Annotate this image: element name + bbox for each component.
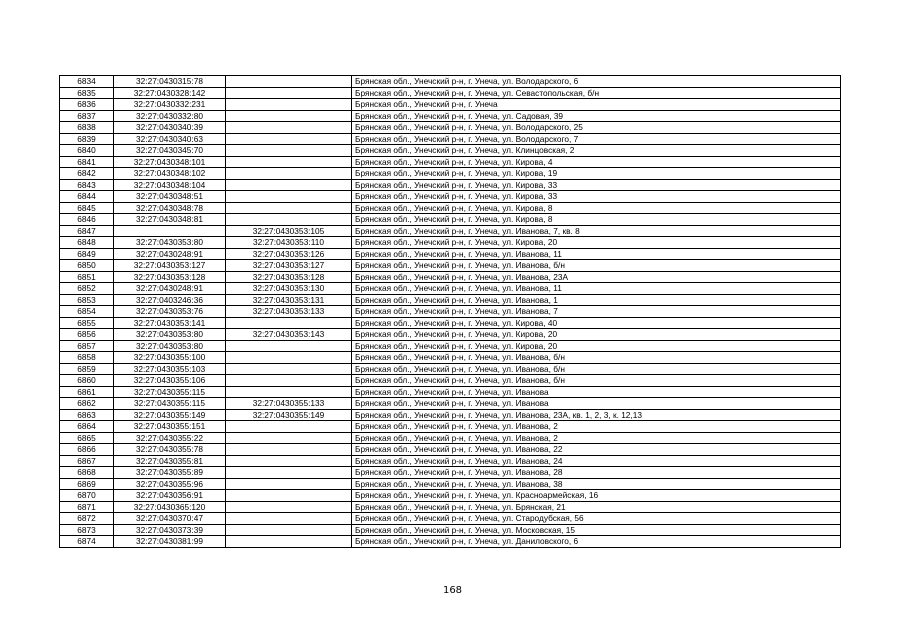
table-row: [60, 340, 841, 352]
address-cell: Брянская обл., Унечский р-н, г. Унеча, ул. Володарского, 6: [352, 76, 841, 88]
row-number-cell: 6845: [60, 202, 114, 214]
table-row: [60, 76, 841, 88]
table-row: [60, 536, 841, 548]
cadastral-number-2-cell: [226, 145, 352, 157]
row-number-cell: 6838: [60, 122, 114, 134]
row-number-cell: 6866: [60, 444, 114, 456]
cadastral-number-2-cell: [226, 168, 352, 180]
cadastral-number-2-cell: 32:27:0430353:110: [226, 237, 352, 249]
cadastral-number-cell: 32:27:0430355:103: [114, 363, 226, 375]
address-cell: Брянская обл., Унечский р-н, г. Унеча, ул. Володарского, 7: [352, 133, 841, 145]
page-number: 168: [442, 585, 463, 596]
cadastral-number-2-cell: [226, 76, 352, 88]
table-row: [60, 202, 841, 214]
cadastral-number-cell: 32:27:0430248:91: [114, 248, 226, 260]
row-number-cell: 6851: [60, 271, 114, 283]
address-cell: Брянская обл., Унечский р-н, г. Унеча, ул. Даниловского, 6: [352, 536, 841, 548]
address-cell: Брянская обл., Унечский р-н, г. Унеча, ул. Иванова, 2: [352, 421, 841, 433]
row-number-cell: 6867: [60, 455, 114, 467]
address-cell: Брянская обл., Унечский р-н, г. Унеча, ул. Севастопольская, б/н: [352, 87, 841, 99]
row-number-cell: 6837: [60, 110, 114, 122]
table-row: [60, 168, 841, 180]
row-number-cell: 6842: [60, 168, 114, 180]
cadastral-number-2-cell: [226, 99, 352, 111]
address-cell: Брянская обл., Унечский р-н, г. Унеча, ул. Иванова, 2: [352, 432, 841, 444]
address-cell: Брянская обл., Унечский р-н, г. Унеча, ул. Иванова, 7, кв. 8: [352, 225, 841, 237]
address-cell: Брянская обл., Унечский р-н, г. Унеча, ул. Иванова: [352, 386, 841, 398]
table-row: [60, 133, 841, 145]
row-number-cell: 6860: [60, 375, 114, 387]
address-cell: Брянская обл., Унечский р-н, г. Унеча, ул. Иванова, 38: [352, 478, 841, 490]
cadastral-number-2-cell: [226, 478, 352, 490]
address-cell: Брянская обл., Унечский р-н, г. Унеча, ул. Иванова, 28: [352, 467, 841, 479]
row-number-cell: 6852: [60, 283, 114, 295]
cadastral-number-cell: 32:27:0430365:120: [114, 501, 226, 513]
table-row: [60, 260, 841, 272]
address-cell: Брянская обл., Унечский р-н, г. Унеча, ул. Иванова, б/н: [352, 352, 841, 364]
row-number-cell: 6857: [60, 340, 114, 352]
cadastral-number-2-cell: [226, 363, 352, 375]
address-cell: Брянская обл., Унечский р-н, г. Унеча, ул. Иванова: [352, 398, 841, 410]
address-cell: Брянская обл., Унечский р-н, г. Унеча, ул. Московская, 15: [352, 524, 841, 536]
cadastral-number-cell: 32:27:0430356:91: [114, 490, 226, 502]
cadastral-number-2-cell: 32:27:0430353:128: [226, 271, 352, 283]
row-number-cell: 6846: [60, 214, 114, 226]
address-cell: Брянская обл., Унечский р-н, г. Унеча, ул. Кирова, 20: [352, 340, 841, 352]
row-number-cell: 6871: [60, 501, 114, 513]
table-row: [60, 444, 841, 456]
row-number-cell: 6861: [60, 386, 114, 398]
cadastral-number-cell: 32:27:0430348:101: [114, 156, 226, 168]
cadastral-number-2-cell: [226, 432, 352, 444]
address-cell: Брянская обл., Унечский р-н, г. Унеча, ул. Кирова, 20: [352, 329, 841, 341]
row-number-cell: 6849: [60, 248, 114, 260]
cadastral-number-cell: 32:27:0430353:141: [114, 317, 226, 329]
cadastral-number-2-cell: [226, 352, 352, 364]
cadastral-number-2-cell: [226, 421, 352, 433]
cadastral-number-cell: 32:27:0430348:78: [114, 202, 226, 214]
table-row: [60, 386, 841, 398]
cadastral-number-2-cell: [226, 501, 352, 513]
cadastral-number-cell: 32:27:0430315:78: [114, 76, 226, 88]
cadastral-number-cell: 32:27:0430355:106: [114, 375, 226, 387]
cadastral-number-cell: 32:27:0430353:128: [114, 271, 226, 283]
row-number-cell: 6870: [60, 490, 114, 502]
address-cell: Брянская обл., Унечский р-н, г. Унеча, ул. Иванова, 23А, кв. 1, 2, 3, к. 12,13: [352, 409, 841, 421]
cadastral-number-2-cell: [226, 386, 352, 398]
cadastral-number-cell: 32:27:0430332:231: [114, 99, 226, 111]
table-row: [60, 294, 841, 306]
cadastral-number-2-cell: [226, 110, 352, 122]
address-cell: Брянская обл., Унечский р-н, г. Унеча, ул. Садовая, 39: [352, 110, 841, 122]
table-row: [60, 513, 841, 525]
cadastral-number-2-cell: [226, 375, 352, 387]
cadastral-number-cell: 32:27:0430355:115: [114, 398, 226, 410]
cadastral-number-cell: 32:27:0430348:51: [114, 191, 226, 203]
cadastral-number-2-cell: 32:27:0430353:133: [226, 306, 352, 318]
table-row: [60, 191, 841, 203]
cadastral-number-2-cell: [226, 536, 352, 548]
cadastral-number-2-cell: 32:27:0430353:130: [226, 283, 352, 295]
table-row: [60, 421, 841, 433]
table-row: [60, 145, 841, 157]
cadastral-number-cell: 32:27:0430355:149: [114, 409, 226, 421]
address-cell: Брянская обл., Унечский р-н, г. Унеча, ул. Кирова, 4: [352, 156, 841, 168]
cadastral-number-cell: 32:27:0430340:39: [114, 122, 226, 134]
address-cell: Брянская обл., Унечский р-н, г. Унеча, ул. Кирова, 8: [352, 214, 841, 226]
row-number-cell: 6836: [60, 99, 114, 111]
cadastral-number-2-cell: [226, 214, 352, 226]
cadastral-number-cell: 32:27:0430381:99: [114, 536, 226, 548]
address-cell: Брянская обл., Унечский р-н, г. Унеча, ул. Стародубская, 56: [352, 513, 841, 525]
address-cell: Брянская обл., Унечский р-н, г. Унеча, ул. Кирова, 40: [352, 317, 841, 329]
cadastral-number-2-cell: [226, 455, 352, 467]
cadastral-number-2-cell: [226, 87, 352, 99]
table-row: [60, 317, 841, 329]
address-cell: Брянская обл., Унечский р-н, г. Унеча, ул. Кирова, 33: [352, 191, 841, 203]
row-number-cell: 6869: [60, 478, 114, 490]
cadastral-number-2-cell: 32:27:0430353:127: [226, 260, 352, 272]
cadastral-number-cell: 32:27:0430355:151: [114, 421, 226, 433]
table-row: [60, 490, 841, 502]
row-number-cell: 6844: [60, 191, 114, 203]
address-cell: Брянская обл., Унечский р-н, г. Унеча, ул. Иванова, 22: [352, 444, 841, 456]
table-row: [60, 225, 841, 237]
cadastral-number-2-cell: 32:27:0430353:126: [226, 248, 352, 260]
cadastral-number-cell: 32:27:0430248:91: [114, 283, 226, 295]
table-row: [60, 409, 841, 421]
address-cell: Брянская обл., Унечский р-н, г. Унеча, ул. Клинцовская, 2: [352, 145, 841, 157]
cadastral-number-cell: 32:27:0430355:96: [114, 478, 226, 490]
cadastral-number-cell: 32:27:0430353:127: [114, 260, 226, 272]
cadastral-number-2-cell: [226, 513, 352, 525]
row-number-cell: 6853: [60, 294, 114, 306]
cadastral-number-2-cell: 32:27:0430355:149: [226, 409, 352, 421]
cadastral-number-cell: 32:27:0430340:63: [114, 133, 226, 145]
cadastral-number-2-cell: [226, 202, 352, 214]
cadastral-number-cell: 32:27:0430355:81: [114, 455, 226, 467]
table-row: [60, 283, 841, 295]
cadastral-number-2-cell: [226, 133, 352, 145]
table-row: [60, 110, 841, 122]
row-number-cell: 6835: [60, 87, 114, 99]
cadastral-number-2-cell: 32:27:0430353:105: [226, 225, 352, 237]
cadastral-number-cell: 32:27:0430348:104: [114, 179, 226, 191]
address-cell: Брянская обл., Унечский р-н, г. Унеча, ул. Иванова, б/н: [352, 260, 841, 272]
address-cell: Брянская обл., Унечский р-н, г. Унеча, ул. Иванова, 1: [352, 294, 841, 306]
row-number-cell: 6872: [60, 513, 114, 525]
cadastral-number-2-cell: [226, 467, 352, 479]
cadastral-number-2-cell: [226, 156, 352, 168]
cadastral-number-cell: 32:27:0430370:47: [114, 513, 226, 525]
table-row: [60, 99, 841, 111]
address-cell: Брянская обл., Унечский р-н, г. Унеча, ул. Брянская, 21: [352, 501, 841, 513]
registry-table-body: [60, 76, 841, 548]
row-number-cell: 6858: [60, 352, 114, 364]
row-number-cell: 6855: [60, 317, 114, 329]
table-row: [60, 329, 841, 341]
cadastral-number-cell: 32:27:0430373:39: [114, 524, 226, 536]
row-number-cell: 6841: [60, 156, 114, 168]
address-cell: Брянская обл., Унечский р-н, г. Унеча: [352, 99, 841, 111]
address-cell: Брянская обл., Унечский р-н, г. Унеча, ул. Кирова, 8: [352, 202, 841, 214]
row-number-cell: 6864: [60, 421, 114, 433]
cadastral-number-cell: 32:27:0430355:115: [114, 386, 226, 398]
cadastral-number-2-cell: 32:27:0430355:133: [226, 398, 352, 410]
cadastral-number-2-cell: 32:27:0430353:131: [226, 294, 352, 306]
table-row: [60, 179, 841, 191]
cadastral-number-cell: 32:27:0430353:76: [114, 306, 226, 318]
table-row: [60, 248, 841, 260]
address-cell: Брянская обл., Унечский р-н, г. Унеча, ул. Иванова, 24: [352, 455, 841, 467]
cadastral-number-cell: 32:27:0430348:81: [114, 214, 226, 226]
table-row: [60, 432, 841, 444]
row-number-cell: 6862: [60, 398, 114, 410]
table-row: [60, 524, 841, 536]
table-row: [60, 501, 841, 513]
address-cell: Брянская обл., Унечский р-н, г. Унеча, ул. Иванова, 11: [352, 283, 841, 295]
table-row: [60, 398, 841, 410]
table-row: [60, 478, 841, 490]
address-cell: Брянская обл., Унечский р-н, г. Унеча, ул. Кирова, 19: [352, 168, 841, 180]
address-cell: Брянская обл., Унечский р-н, г. Унеча, ул. Кирова, 33: [352, 179, 841, 191]
row-number-cell: 6843: [60, 179, 114, 191]
table-row: [60, 375, 841, 387]
cadastral-number-2-cell: [226, 340, 352, 352]
table-row: [60, 214, 841, 226]
address-cell: Брянская обл., Унечский р-н, г. Унеча, ул. Иванова, 7: [352, 306, 841, 318]
table-row: [60, 122, 841, 134]
cadastral-number-cell: 32:27:0430355:78: [114, 444, 226, 456]
cadastral-number-cell: 32:27:0403246:36: [114, 294, 226, 306]
row-number-cell: 6865: [60, 432, 114, 444]
row-number-cell: 6854: [60, 306, 114, 318]
cadastral-number-cell: 32:27:0430355:22: [114, 432, 226, 444]
cadastral-number-cell: 32:27:0430353:80: [114, 237, 226, 249]
row-number-cell: 6856: [60, 329, 114, 341]
row-number-cell: 6850: [60, 260, 114, 272]
table-row: [60, 306, 841, 318]
row-number-cell: 6873: [60, 524, 114, 536]
table-row: [60, 87, 841, 99]
row-number-cell: 6874: [60, 536, 114, 548]
address-cell: Брянская обл., Унечский р-н, г. Унеча, ул. Иванова, 11: [352, 248, 841, 260]
row-number-cell: 6848: [60, 237, 114, 249]
cadastral-number-2-cell: [226, 191, 352, 203]
cadastral-number-cell: 32:27:0430355:89: [114, 467, 226, 479]
table-row: [60, 455, 841, 467]
address-cell: Брянская обл., Унечский р-н, г. Унеча, ул. Иванова, б/н: [352, 375, 841, 387]
cadastral-number-2-cell: [226, 524, 352, 536]
table-row: [60, 156, 841, 168]
table-row: [60, 237, 841, 249]
cadastral-number-2-cell: [226, 490, 352, 502]
cadastral-number-cell: 32:27:0430332:80: [114, 110, 226, 122]
address-cell: Брянская обл., Унечский р-н, г. Унеча, ул. Иванова, 23А: [352, 271, 841, 283]
cadastral-number-cell: 32:27:0430345:70: [114, 145, 226, 157]
row-number-cell: 6863: [60, 409, 114, 421]
registry-table: [59, 75, 841, 548]
cadastral-number-cell: 32:27:0430348:102: [114, 168, 226, 180]
row-number-cell: 6847: [60, 225, 114, 237]
table-row: [60, 363, 841, 375]
cadastral-number-2-cell: 32:27:0430353:143: [226, 329, 352, 341]
table-row: [60, 352, 841, 364]
cadastral-number-cell: [114, 225, 226, 237]
cadastral-number-2-cell: [226, 444, 352, 456]
cadastral-number-2-cell: [226, 317, 352, 329]
row-number-cell: 6859: [60, 363, 114, 375]
cadastral-number-2-cell: [226, 179, 352, 191]
table-row: [60, 467, 841, 479]
cadastral-number-cell: 32:27:0430353:80: [114, 329, 226, 341]
cadastral-number-cell: 32:27:0430355:100: [114, 352, 226, 364]
cadastral-number-cell: 32:27:0430353:80: [114, 340, 226, 352]
table-row: [60, 271, 841, 283]
cadastral-number-2-cell: [226, 122, 352, 134]
cadastral-number-cell: 32:27:0430328:142: [114, 87, 226, 99]
row-number-cell: 6839: [60, 133, 114, 145]
row-number-cell: 6834: [60, 76, 114, 88]
row-number-cell: 6840: [60, 145, 114, 157]
row-number-cell: 6868: [60, 467, 114, 479]
address-cell: Брянская обл., Унечский р-н, г. Унеча, ул. Иванова, б/н: [352, 363, 841, 375]
address-cell: Брянская обл., Унечский р-н, г. Унеча, ул. Володарского, 25: [352, 122, 841, 134]
address-cell: Брянская обл., Унечский р-н, г. Унеча, ул. Красноармейская, 16: [352, 490, 841, 502]
address-cell: Брянская обл., Унечский р-н, г. Унеча, ул. Кирова, 20: [352, 237, 841, 249]
